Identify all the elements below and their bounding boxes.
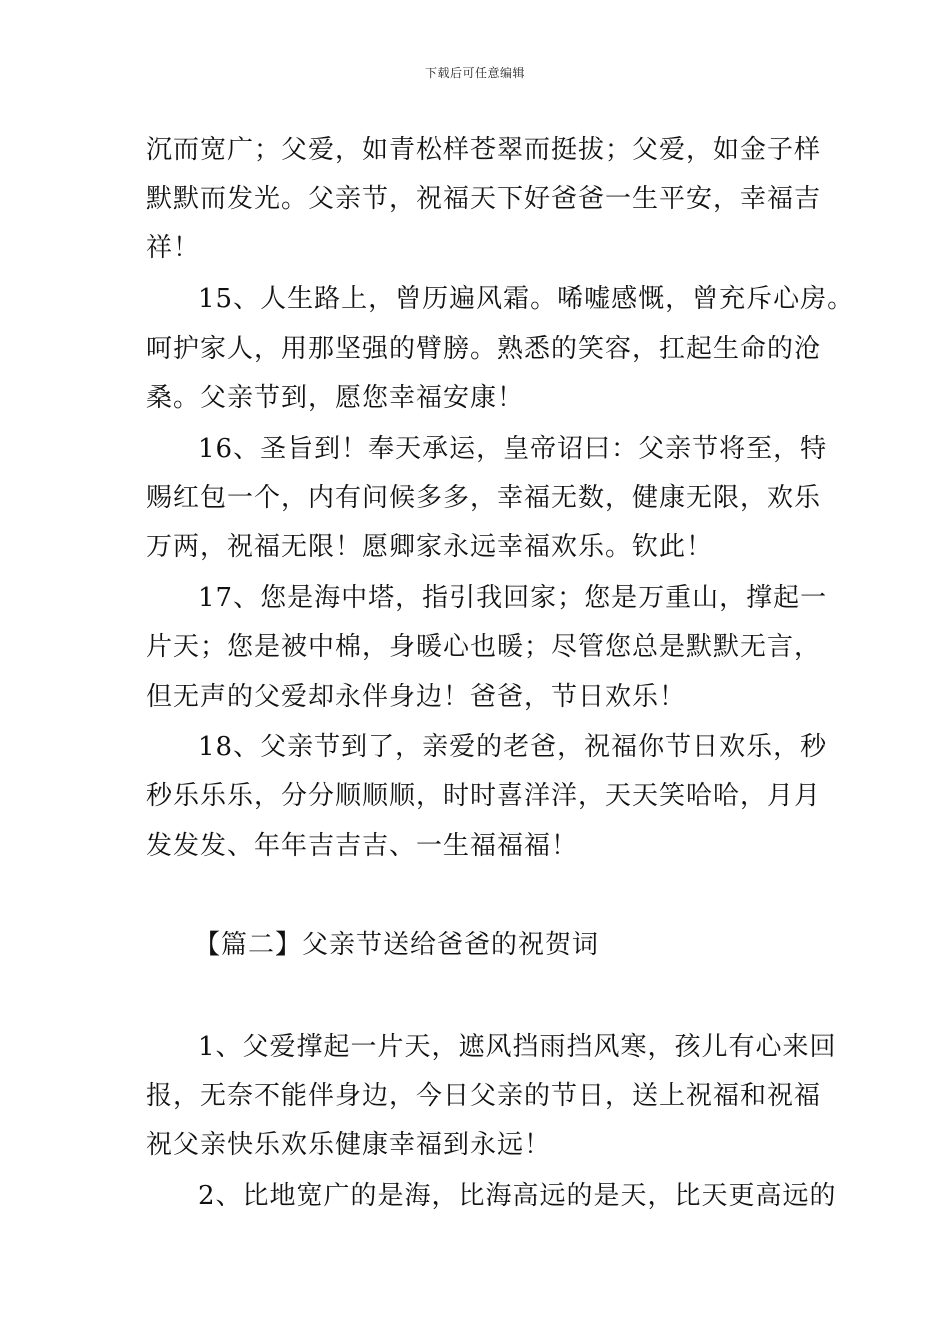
paragraph-line: 赐红包一个，内有问候多多，幸福无数，健康无限，欢乐: [146, 483, 822, 513]
paragraph-line: 报，无奈不能伴身边，今日父亲的节日，送上祝福和祝福: [146, 1081, 822, 1111]
paragraph-line: 2、比地宽广的是海，比海高远的是天，比天更高远的: [198, 1181, 837, 1211]
paragraph-line: 16、圣旨到！奉天承运，皇帝诏曰：父亲节将至，特: [198, 434, 828, 464]
page-header: 下载后可任意编辑: [424, 66, 525, 80]
paragraph-line: 祝父亲快乐欢乐健康幸福到永远！: [146, 1130, 552, 1160]
paragraph-line: 17、您是海中塔，指引我回家；您是万重山，撑起一: [198, 583, 828, 613]
paragraph-line: 18、父亲节到了，亲爱的老爸，祝福你节日欢乐，秒: [198, 732, 828, 762]
paragraph-line: 万两，祝福无限！愿卿家永远幸福欢乐。钦此！: [146, 532, 714, 562]
paragraph-line: 秒乐乐乐，分分顺顺顺，时时喜洋洋，天天笑哈哈，月月: [146, 781, 822, 811]
paragraph-line: 1、父爱撑起一片天，遮风挡雨挡风寒，孩儿有心来回: [198, 1032, 837, 1062]
paragraph-line: 默默而发光。父亲节，祝福天下好爸爸一生平安，幸福吉: [146, 184, 822, 214]
paragraph-line: 15、人生路上，曾历遍风霜。唏嘘感慨，曾充斥心房。: [198, 284, 855, 314]
paragraph-line: 桑。父亲节到，愿您幸福安康！: [146, 383, 525, 413]
paragraph-line: 片天；您是被中棉，身暖心也暖；尽管您总是默默无言，: [146, 632, 822, 662]
paragraph-line: 但无声的父爱却永伴身边！爸爸，节日欢乐！: [146, 682, 687, 712]
paragraph-line: 沉而宽广；父爱，如青松样苍翠而挺拔；父爱，如金子样: [146, 135, 822, 165]
paragraph-line: 祥！: [146, 233, 201, 263]
section-heading: 【篇二】父亲节送给爸爸的祝贺词: [194, 930, 600, 960]
paragraph-line: 呵护家人，用那坚强的臂膀。熟悉的笑容，扛起生命的沧: [146, 334, 822, 364]
paragraph-line: 发发发、年年吉吉吉、一生福福福！: [146, 831, 579, 861]
